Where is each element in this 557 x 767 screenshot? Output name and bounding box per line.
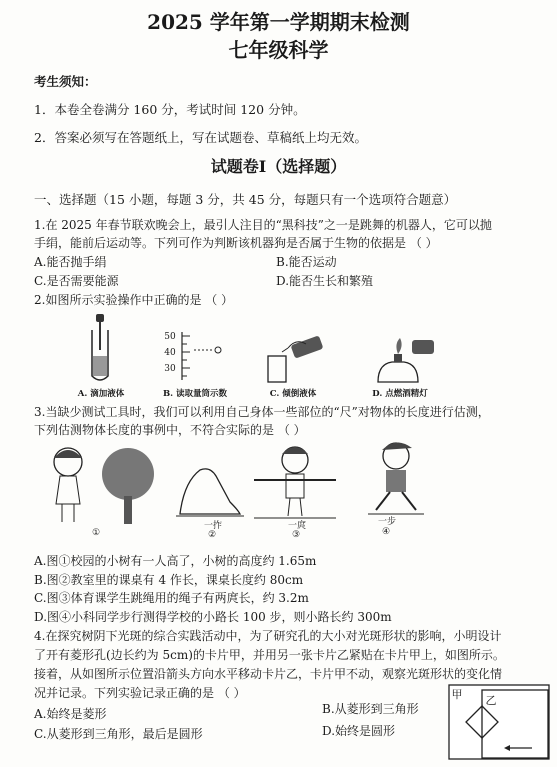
cylinder-tick-30: 30	[164, 364, 176, 374]
q4-option-d: D.始终是圆形	[322, 724, 396, 738]
q2-caption-b: B. 读取量筒示数	[162, 389, 228, 399]
q1-option-d: D.能否生长和繁殖	[276, 274, 374, 288]
notice-item-2: 2．答案必须写在答题纸上，写在试题卷、草稿纸上均无效。	[34, 130, 367, 145]
arm-span-figure	[250, 444, 340, 520]
q1-option-a: A.能否抛手绢	[34, 255, 107, 269]
q1-option-b: B.能否运动	[276, 255, 337, 269]
walking-step-figure	[360, 440, 430, 516]
girl-and-tree-figure	[40, 444, 160, 528]
q4-line-4: 况并记录。下列实验记录正确的是 （ ）	[34, 686, 246, 700]
q4-option-a: A.始终是菱形	[34, 707, 107, 721]
ruler-hand-span: 一拃	[203, 521, 222, 531]
q2-caption-d: D. 点燃酒精灯	[372, 389, 428, 399]
q4-option-b: B.从菱形到三角形	[322, 702, 419, 716]
exam-subject: 七年级科学	[228, 38, 329, 62]
exam-title: 2025 学年第一学期期末检测	[147, 10, 410, 34]
q3-option-d: D.图④小科同学步行测得学校的小路长 100 步，则小路长约 300m	[34, 610, 392, 624]
cylinder-tick-40: 40	[164, 348, 176, 358]
q3-line-1: 3.当缺少测试工具时，我们可以利用自己身体一些部位的“尺”对物体的长度进行估测，	[34, 405, 490, 419]
q4-line-3: 接着，从如图所示位置沿箭头方向水平移动卡片乙，卡片甲不动，观察光斑形状的变化情	[34, 667, 503, 681]
part-heading: 一、选择题（15 小题，每题 3 分，共 45 分，每题只有一个选项符合题意）	[34, 192, 457, 207]
alcohol-lamp-figure	[368, 334, 438, 384]
notice-item-1: 1．本卷全卷满分 160 分，考试时间 120 分钟。	[34, 102, 306, 117]
q1-line-2: 手绢，能前后运动等。下列可作为判断该机器狗是否属于生物的依据是 （ ）	[34, 236, 438, 250]
q3-figure-label-1: ①	[91, 528, 101, 538]
q2-caption-a: A. 滴加液体	[77, 389, 125, 399]
notice-heading: 考生须知：	[34, 74, 97, 89]
q1-option-c: C.是否需要能源	[34, 274, 119, 288]
dropper-testtube-figure	[80, 312, 120, 384]
q3-figure-label-2: ②	[207, 530, 217, 540]
ruler-step: 一步	[377, 517, 396, 527]
q4-line-2: 了开有菱形孔(边长约为 5cm)的卡片甲，并用另一张卡片乙紧贴在卡片甲上，如图所示。	[34, 648, 505, 662]
cylinder-tick-50: 50	[164, 332, 176, 342]
q3-option-c: C.图③体育课学生跳绳用的绳子有两庹长，约 3.2m	[34, 591, 309, 605]
q3-figure-label-3: ③	[291, 530, 301, 540]
q4-line-1: 4.在探究树阴下光斑的综合实践活动中，为了研究孔的大小对光斑形状的影响，小明设计	[34, 629, 502, 643]
q1-line-1: 1.在 2025 年春节联欢晚会上，最引人注目的“黑科技”之一是跳舞的机器人，它可以抛	[34, 218, 492, 232]
section-title: 试题卷Ⅰ（选择题）	[210, 157, 347, 176]
card-label-yi: 乙	[485, 694, 497, 707]
q3-option-b: B.图②教室里的课桌有 4 作长，课桌长度约 80cm	[34, 573, 304, 587]
q2-stem: 2.如图所示实验操作中正确的是 （ ）	[34, 293, 234, 307]
q2-caption-c: C. 倾倒液体	[269, 389, 317, 399]
hand-span-figure	[170, 462, 250, 520]
pouring-liquid-figure	[262, 334, 332, 384]
q4-option-c: C.从菱形到三角形，最后是圆形	[34, 727, 203, 741]
q3-option-a: A.图①校园的小树有一人高了，小树的高度约 1.65m	[34, 554, 317, 568]
ruler-arm-span: 一庹	[287, 521, 306, 531]
q3-figure-label-4: ④	[381, 527, 391, 537]
q3-line-2: 下列估测物体长度的事例中，不符合实际的是 （ ）	[34, 423, 306, 437]
card-label-jia: 甲	[451, 688, 463, 701]
